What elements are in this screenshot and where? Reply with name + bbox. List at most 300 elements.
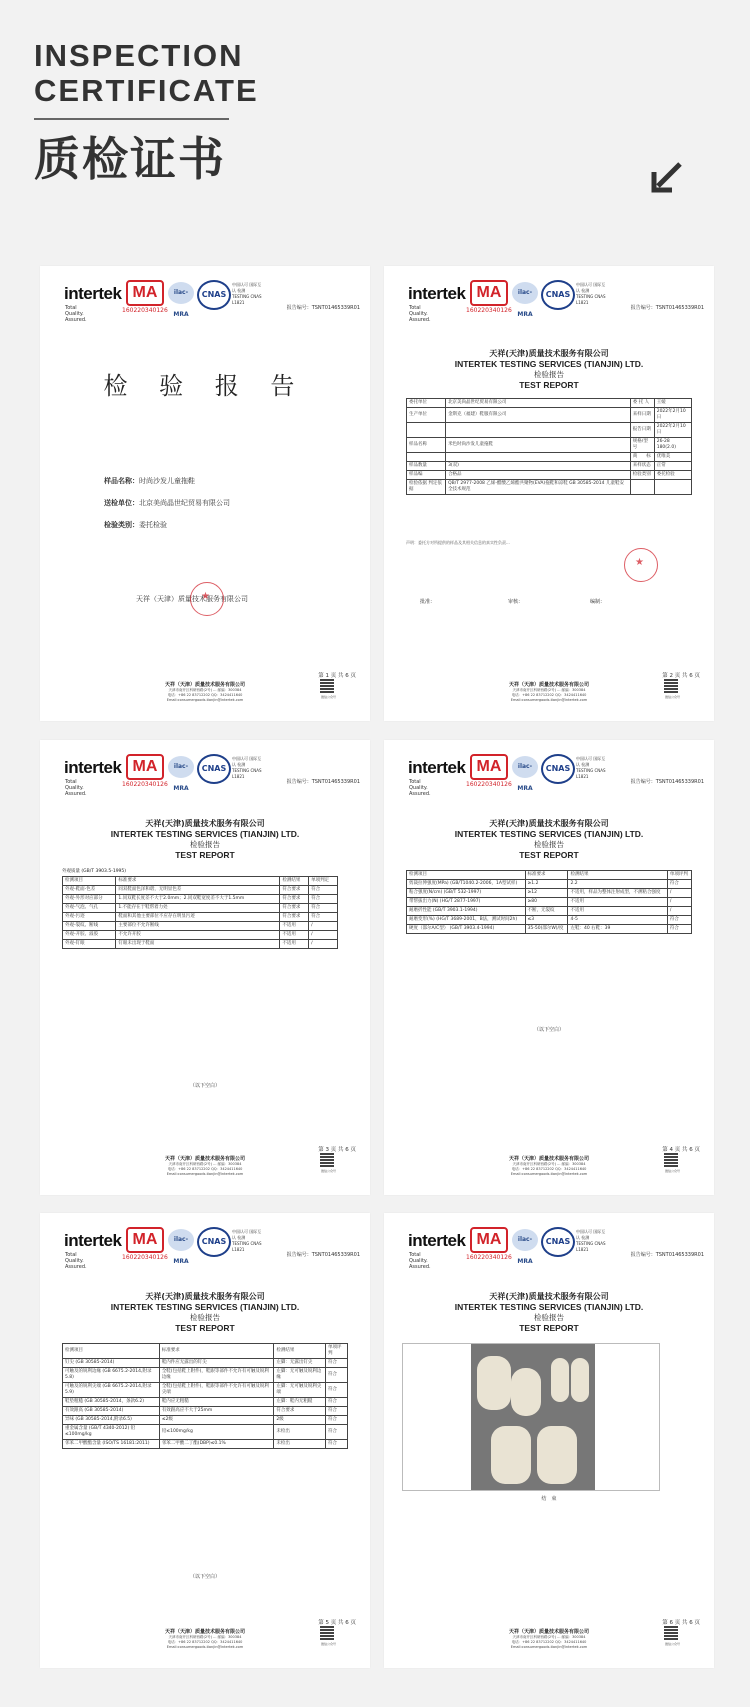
- table-row: [63, 1425, 348, 1440]
- table-cell: 35-50(邵尔W)/度: [525, 925, 568, 934]
- table-cell: 符合: [667, 880, 691, 889]
- footer-company: 天祥（天津）质量技术服务有限公司: [508, 1156, 589, 1162]
- table-row: [63, 1344, 348, 1359]
- slipper-image: [551, 1358, 569, 1402]
- table-cell: 左脚：鞋内无粗糙: [274, 1398, 326, 1407]
- table-cell: 外观-鞋面-色差: [63, 886, 116, 895]
- table-cell: [654, 480, 691, 495]
- table-cell: 来样日期: [630, 408, 654, 423]
- report-en: TEST REPORT: [519, 850, 579, 860]
- table-cell: 2级: [274, 1416, 326, 1425]
- report-big-title: 检 验 报 告: [103, 372, 307, 400]
- cnas-mark: CNAS: [541, 754, 575, 784]
- table-row: [63, 1359, 348, 1368]
- table-cell: 可触及的锐利尖端 (GB 6675.2-2014,附录5.9): [63, 1383, 160, 1398]
- table-cell: 样品名称: [407, 438, 446, 453]
- report-cn: 检验报告: [534, 370, 564, 379]
- ma-number: 160220340126: [466, 307, 512, 314]
- table-row: [63, 940, 338, 949]
- table-row: [407, 471, 692, 480]
- footer-tel-line: 电话：+86 22 83712202 QQ：3424411640: [511, 1167, 587, 1171]
- page-footer: [384, 673, 714, 713]
- section-head: 外观质量 (GB/T 3903.5-1995): [62, 869, 127, 874]
- table-cell: 有效跟高应不大于25mm: [159, 1407, 274, 1416]
- table-cell: 符合: [309, 886, 338, 895]
- table-cell: 粘合强度(N/cm) (GB/T 532-1997): [407, 889, 526, 898]
- sample-photo: [402, 1343, 660, 1491]
- compile-label: 编制：: [590, 599, 606, 605]
- company-cn: 天祥(天津)质量技术服务有限公司: [145, 1292, 265, 1301]
- table-row: [63, 913, 338, 922]
- table-cell: 全鞋(包括鞋上附件)，鞋跟等部件不允许有可触及锐利尖端: [159, 1383, 274, 1398]
- table-cell: 左脚：无可触及锐利边缘: [274, 1368, 326, 1383]
- table-cell: [407, 423, 446, 438]
- table-cell: 符合: [309, 904, 338, 913]
- table-cell: 检测项目: [407, 871, 526, 880]
- page-footer: [40, 673, 370, 713]
- report-en: TEST REPORT: [175, 850, 235, 860]
- page-number: 第 3 页 共 6 页: [318, 1147, 356, 1153]
- ilac-mark: ilac-MRA: [168, 756, 194, 778]
- footer-company: 天祥（天津）质量技术服务有限公司: [164, 1629, 245, 1635]
- table-cell: 标准要求: [525, 871, 568, 880]
- intertek-logo: intertek: [64, 1231, 122, 1250]
- table-row: [407, 453, 692, 462]
- report-number: 报告编号：TSNT01465339R01: [286, 305, 360, 311]
- table-cell: [407, 453, 446, 462]
- table-cell: 不适用: [280, 940, 309, 949]
- cnas-mark: CNAS: [197, 280, 231, 310]
- appearance-table: [62, 876, 338, 949]
- table-cell: 合格品: [446, 471, 631, 480]
- table-cell: 商 标: [630, 453, 654, 462]
- table-cell: 王媛: [654, 399, 691, 408]
- slipper-sole-image: [537, 1426, 577, 1484]
- report-title-block: [40, 1291, 370, 1334]
- table-cell: 全鞋(包括鞋上附件)，鞋跟等部件不允许有可触及锐利边缘: [159, 1368, 274, 1383]
- page-footer: [384, 1620, 714, 1660]
- table-cell: 检验依据 判定依据: [407, 480, 446, 495]
- table-cell: 符合: [325, 1407, 347, 1416]
- certificate-page-1[interactable]: [40, 266, 370, 721]
- table-cell: 左脚：无可触及锐利尖端: [274, 1383, 326, 1398]
- footer-tel-line: 电话：+86 22 83712202 QQ：3424411640: [511, 1640, 587, 1644]
- table-cell: 不适用: [280, 922, 309, 931]
- footer-company: 天祥（天津）质量技术服务有限公司: [508, 1629, 589, 1635]
- inspection-type-label: 检验类别：: [104, 521, 139, 529]
- footer-tel-line: 电话：+86 22 83712202 QQ：3424411640: [167, 693, 243, 697]
- table-cell: 生产单位: [407, 408, 446, 423]
- footer-addr-line: 天津市南开区科研西路(2号) ... 邮编：300384: [168, 1635, 242, 1639]
- table-cell: ≤2级: [159, 1416, 274, 1425]
- ma-mark: MA: [126, 280, 164, 306]
- table-cell: 检测项目: [63, 1344, 160, 1359]
- company-cn: 天祥(天津)质量技术服务有限公司: [489, 819, 609, 828]
- report-en: TEST REPORT: [519, 380, 579, 390]
- qr-label: 微信公众号: [320, 1642, 336, 1646]
- table-cell: 符合要求: [280, 904, 309, 913]
- company-en: INTERTEK TESTING SERVICES (TIANJIN) LTD.: [454, 1302, 644, 1312]
- table-cell: 邻苯二甲酸二丁酯(DBP)≤0.1%: [159, 1440, 274, 1449]
- table-cell: 1.不能存在于鞋帮着力处: [116, 904, 280, 913]
- table-cell: 检验类别: [630, 471, 654, 480]
- table-cell: 单项评判: [667, 871, 691, 880]
- page-number: 第 4 页 共 6 页: [662, 1147, 700, 1153]
- intertek-logo: intertek: [408, 758, 466, 777]
- table-cell: 单项评判: [325, 1344, 347, 1359]
- company-cn: 天祥(天津)质量技术服务有限公司: [489, 349, 609, 358]
- report-en: TEST REPORT: [519, 1323, 579, 1333]
- table-cell: 不断，无裂纹: [525, 907, 568, 916]
- table-cell: 样品数量: [407, 462, 446, 471]
- cnas-label: 中国认可 国际互认 检测 TESTING CNAS L1821: [232, 282, 262, 305]
- submitter-field: [104, 498, 230, 508]
- qr-label: 微信公众号: [320, 695, 336, 699]
- table-cell: 符合要求: [280, 895, 309, 904]
- table-cell: ≥80: [525, 898, 568, 907]
- table-cell: 1.同双鞋长度差不大于2.0mm；2.同双鞋宽度差不大于1.5mm: [116, 895, 280, 904]
- table-cell: 符合: [325, 1359, 347, 1368]
- footer-email-line: Email:consumergoods.tianjin@intertek.com: [166, 1172, 244, 1176]
- table-cell: 符合要求: [274, 1407, 326, 1416]
- table-row: [63, 1416, 348, 1425]
- report-number: 报告编号：TSNT01465339R01: [286, 779, 360, 785]
- qr-code-icon: [664, 1626, 678, 1640]
- table-cell: 符合: [325, 1440, 347, 1449]
- table-cell: 硬度（邵尔A/C型） (GB/T 3903.4-1994): [407, 925, 526, 934]
- arrow-down-left-icon: [650, 160, 684, 194]
- table-cell: 符合: [309, 913, 338, 922]
- table-cell: 外观-开胶、溢胶: [63, 931, 116, 940]
- ma-number: 160220340126: [466, 1254, 512, 1261]
- footer-tel-line: 电话：+86 22 83712202 QQ：3424411640: [167, 1640, 243, 1644]
- red-seal-stamp: [190, 582, 224, 616]
- company-cn: 天祥(天津)质量技术服务有限公司: [489, 1292, 609, 1301]
- certificate-page-6[interactable]: [384, 1213, 714, 1668]
- table-cell: /: [309, 931, 338, 940]
- table-cell: 符合: [667, 916, 691, 925]
- title-english: [34, 38, 259, 108]
- sample-name-value: 时尚沙发儿童拖鞋: [139, 477, 195, 485]
- table-cell: 带帮拔出力(N) (HG/T 2877-1997): [407, 898, 526, 907]
- table-cell: 来样状态: [630, 462, 654, 471]
- ilac-mark: ilac-MRA: [168, 282, 194, 304]
- qr-code-icon: [320, 1153, 334, 1167]
- slipper-sole-image: [491, 1426, 531, 1484]
- table-row: [63, 922, 338, 931]
- table-row: [63, 931, 338, 940]
- table-cell: 异味 (GB 30585-2014,附录6.5): [63, 1416, 160, 1425]
- table-cell: 检测结果: [274, 1344, 326, 1359]
- table-cell: [630, 480, 654, 495]
- table-row: [63, 1398, 348, 1407]
- safety-test-table: [62, 1343, 348, 1449]
- cnas-label: 中国认可 国际互认 检测 TESTING CNAS L1821: [232, 756, 262, 779]
- ilac-mark: ilac-MRA: [168, 1229, 194, 1251]
- end-marker: 结 束: [541, 1496, 557, 1502]
- slipper-image: [511, 1368, 541, 1416]
- slipper-image: [571, 1358, 589, 1402]
- report-cn: 检验报告: [534, 1313, 564, 1322]
- table-row: [407, 898, 692, 907]
- table-cell: 外观-气泡、气孔: [63, 904, 116, 913]
- ma-number: 160220340126: [466, 781, 512, 788]
- table-cell: 符合: [325, 1383, 347, 1398]
- table-cell: 有效跟高 (GB 30585-2014): [63, 1407, 160, 1416]
- table-cell: /: [667, 907, 691, 916]
- footer-company: 天祥（天津）质量技术服务有限公司: [508, 682, 589, 688]
- table-cell: 不允许开胶: [116, 931, 280, 940]
- ilac-mark: ilac-MRA: [512, 756, 538, 778]
- table-cell: 符合: [309, 895, 338, 904]
- table-cell: 符合要求: [280, 886, 309, 895]
- intertek-logo: intertek: [64, 284, 122, 303]
- report-title-block: [384, 1291, 714, 1334]
- table-row: [407, 907, 692, 916]
- ma-number: 160220340126: [122, 781, 168, 788]
- table-row: [63, 1440, 348, 1449]
- report-title-block: [384, 818, 714, 861]
- brand-tagline: Total Quality. Assured.: [409, 305, 431, 323]
- ma-mark: MA: [470, 754, 508, 780]
- certificate-page-3[interactable]: [40, 740, 370, 1195]
- footer-addr-line: 天津市南开区科研西路(2号) ... 邮编：300384: [168, 688, 242, 692]
- slipper-image: [477, 1356, 511, 1410]
- table-row: [63, 877, 338, 886]
- table-row: [63, 886, 338, 895]
- table-cell: 3(双): [446, 462, 631, 471]
- table-cell: 符合: [325, 1416, 347, 1425]
- table-cell: ≥1.2: [525, 880, 568, 889]
- report-cn: 检验报告: [190, 840, 220, 849]
- inspection-type-value: 委托检验: [139, 521, 167, 529]
- report-title-block: [384, 348, 714, 391]
- brand-tagline: Total Quality. Assured.: [65, 779, 87, 797]
- footer-company: 天祥（天津）质量技术服务有限公司: [164, 1156, 245, 1162]
- company-en: INTERTEK TESTING SERVICES (TIANJIN) LTD.: [454, 829, 644, 839]
- table-cell: 未检出: [274, 1425, 326, 1440]
- qr-code-icon: [664, 1153, 678, 1167]
- table-row: [63, 1383, 348, 1398]
- submitter-value: 北京美尚晶世纪贸易有限公司: [139, 499, 230, 507]
- footer-addr-line: 天津市南开区科研西路(2号) ... 邮编：300384: [512, 1635, 586, 1639]
- table-cell: 报告日期: [630, 423, 654, 438]
- intertek-logo: intertek: [408, 1231, 466, 1250]
- company-en: INTERTEK TESTING SERVICES (TIANJIN) LTD.: [454, 359, 644, 369]
- title-en-line2: CERTIFICATE: [34, 73, 259, 108]
- report-number: 报告编号：TSNT01465339R01: [630, 1252, 704, 1258]
- table-cell: /: [309, 940, 338, 949]
- table-row: [407, 925, 692, 934]
- page-number: 第 2 页 共 6 页: [662, 673, 700, 679]
- issuer-name: 天祥（天津）质量技术服务有限公司: [136, 595, 248, 603]
- table-cell: 委托检验: [654, 471, 691, 480]
- qr-code-icon: [320, 679, 334, 693]
- sample-name-label: 样品名称：: [104, 477, 139, 485]
- page-footer: [384, 1147, 714, 1187]
- certificate-page-2[interactable]: [384, 266, 714, 721]
- intertek-logo: intertek: [408, 284, 466, 303]
- sample-name-field: [104, 476, 195, 486]
- table-cell: ≤3: [525, 916, 568, 925]
- page-number: 第 5 页 共 6 页: [318, 1620, 356, 1626]
- footer-company: 天祥（天津）质量技术服务有限公司: [164, 682, 245, 688]
- ma-number: 160220340126: [122, 307, 168, 314]
- table-cell: 外观-污迹: [63, 913, 116, 922]
- table-cell: 符合: [325, 1398, 347, 1407]
- page-number: 第 6 页 共 6 页: [662, 1620, 700, 1626]
- table-row: [63, 1368, 348, 1383]
- footer-email-line: Email:consumergoods.tianjin@intertek.com: [166, 1645, 244, 1649]
- table-cell: 检测结果: [568, 871, 667, 880]
- table-cell: 外观-钉眼: [63, 940, 116, 949]
- table-cell: 标准要求: [116, 877, 280, 886]
- qr-label: 微信公众号: [320, 1169, 336, 1173]
- table-cell: 铅≤100mg/kg: [159, 1425, 274, 1440]
- page-footer: [40, 1620, 370, 1660]
- table-cell: ≥12: [525, 889, 568, 898]
- table-cell: 正常: [654, 462, 691, 471]
- table-cell: 2022年2月10日: [654, 408, 691, 423]
- table-cell: 重金属含量 (GB/T 4340-2012) 铅≤100mg/kg: [63, 1425, 160, 1440]
- certificate-page-5[interactable]: [40, 1213, 370, 1668]
- report-cn: 检验报告: [534, 840, 564, 849]
- ilac-mark: ilac-MRA: [512, 1229, 538, 1251]
- table-row: [63, 1407, 348, 1416]
- table-cell: 未检出: [274, 1440, 326, 1449]
- table-row: [63, 904, 338, 913]
- table-cell: 优唯美: [654, 453, 691, 462]
- table-cell: 主要部位不允许断线: [116, 922, 280, 931]
- ilac-mark: ilac-MRA: [512, 282, 538, 304]
- table-cell: 委托单位: [407, 399, 446, 408]
- table-cell: 邻苯二甲酸酯含量 (ISO/TS 16181:2011): [63, 1440, 160, 1449]
- brand-tagline: Total Quality. Assured.: [65, 305, 87, 323]
- table-row: [407, 462, 692, 471]
- table-cell: 规格/型号: [630, 438, 654, 453]
- table-cell: 4-5: [568, 916, 667, 925]
- table-cell: 符合: [325, 1425, 347, 1440]
- table-cell: 可触及的锐利边缘 (GB 6675.2-2014,附录5.8): [63, 1368, 160, 1383]
- footer-email-line: Email:consumergoods.tianjin@intertek.com: [510, 1645, 588, 1649]
- certificate-page-4[interactable]: [384, 740, 714, 1195]
- report-title-block: [40, 818, 370, 861]
- footer-addr-line: 天津市南开区科研西路(2号) ... 邮编：300384: [512, 1162, 586, 1166]
- table-cell: 耐磨折性能 (GB/T 3903.1-1994): [407, 907, 526, 916]
- ma-mark: MA: [470, 1227, 508, 1253]
- table-cell: 鞋面和其他主要部位不应存在明显污迹: [116, 913, 280, 922]
- table-cell: 2022年2月10日: [654, 423, 691, 438]
- table-cell: 北京美尚晶世纪贸易有限公司: [446, 399, 631, 408]
- table-row: [407, 423, 692, 438]
- table-cell: 外观-裂纹、断线: [63, 922, 116, 931]
- blank-below-note: （以下空白）: [189, 1083, 220, 1089]
- cnas-mark: CNAS: [197, 1227, 231, 1257]
- blank-below-note: （以下空白）: [533, 1027, 564, 1033]
- table-cell: /: [667, 898, 691, 907]
- footer-email-line: Email:consumergoods.tianjin@intertek.com: [510, 1172, 588, 1176]
- cnas-mark: CNAS: [541, 1227, 575, 1257]
- table-cell: /: [309, 922, 338, 931]
- table-cell: 左脚：无露出钉尖: [274, 1359, 326, 1368]
- table-cell: 米色时尚沙发儿童拖鞋: [446, 438, 631, 453]
- qr-label: 微信公众号: [664, 695, 680, 699]
- table-cell: 不适用: [280, 931, 309, 940]
- submitter-label: 送检单位：: [104, 499, 139, 507]
- table-row: [407, 480, 692, 495]
- ma-mark: MA: [126, 754, 164, 780]
- table-row: [407, 916, 692, 925]
- footer-tel-line: 电话：+86 22 83712202 QQ：3424411640: [167, 1167, 243, 1171]
- table-cell: 剪裁拉伸强度(MPa) (GB/T1040.2-2006，1A型试样): [407, 880, 526, 889]
- report-number: 报告编号：TSNT01465339R01: [630, 779, 704, 785]
- table-cell: 金斯克（福建）鞋服有限公司: [446, 408, 631, 423]
- blank-below-note: （以下空白）: [189, 1574, 220, 1580]
- page-header: [0, 0, 750, 262]
- table-cell: 钉眼未出现于鞋面: [116, 940, 280, 949]
- footer-addr-line: 天津市南开区科研西路(2号) ... 邮编：300384: [168, 1162, 242, 1166]
- table-row: [407, 408, 692, 423]
- intertek-logo: intertek: [64, 758, 122, 777]
- table-cell: 不适用，样品为整体注射成型，不测粘合强度: [568, 889, 667, 898]
- table-row: [407, 880, 692, 889]
- company-cn: 天祥(天津)质量技术服务有限公司: [145, 819, 265, 828]
- table-cell: 26-28 180(2.0): [654, 438, 691, 453]
- qr-label: 微信公众号: [664, 1642, 680, 1646]
- report-number: 报告编号：TSNT01465339R01: [630, 305, 704, 311]
- table-cell: 不适用: [568, 898, 667, 907]
- table-cell: /: [667, 889, 691, 898]
- page-footer: [40, 1147, 370, 1187]
- table-cell: 鞋垫粗糙 (GB 30585-2014，条款6.2): [63, 1398, 160, 1407]
- qr-code-icon: [664, 679, 678, 693]
- table-cell: 符合: [325, 1368, 347, 1383]
- physical-test-table: [406, 870, 692, 934]
- page-number: 第 1 页 共 6 页: [318, 673, 356, 679]
- brand-tagline: Total Quality. Assured.: [65, 1252, 87, 1270]
- table-cell: QB/T 2977-2008 乙烯-醋酸乙烯酯共聚物(EVA)拖鞋和凉鞋 GB 30585-2014 儿童鞋安全技术规范: [446, 480, 631, 495]
- ma-number: 160220340126: [122, 1254, 168, 1261]
- brand-tagline: Total Quality. Assured.: [409, 1252, 431, 1270]
- table-cell: 鞋内应无粗糙: [159, 1398, 274, 1407]
- ma-mark: MA: [126, 1227, 164, 1253]
- cnas-mark: CNAS: [541, 280, 575, 310]
- footer-addr-line: 天津市南开区科研西路(2号) ... 邮编：300384: [512, 688, 586, 692]
- table-cell: 同双鞋面色泽和谐，无明显色差: [116, 886, 280, 895]
- table-cell: 不适用: [568, 907, 667, 916]
- table-cell: [446, 453, 631, 462]
- table-cell: 委 托 人: [630, 399, 654, 408]
- qr-code-icon: [320, 1626, 334, 1640]
- footer-email-line: Email:consumergoods.tianjin@intertek.com: [166, 698, 244, 702]
- table-cell: 检测结果: [280, 877, 309, 886]
- table-cell: 左鞋：40 右鞋：39: [568, 925, 667, 934]
- red-seal-stamp: [624, 548, 658, 582]
- cnas-label: 中国认可 国际互认 检测 TESTING CNAS L1821: [576, 1229, 606, 1252]
- table-cell: 检测项目: [63, 877, 116, 886]
- report-en: TEST REPORT: [175, 1323, 235, 1333]
- table-row: [407, 399, 692, 408]
- table-cell: 符合: [667, 925, 691, 934]
- report-number: 报告编号：TSNT01465339R01: [286, 1252, 360, 1258]
- brand-tagline: Total Quality. Assured.: [409, 779, 431, 797]
- table-cell: 鞋内件应无露出的钉尖: [159, 1359, 274, 1368]
- table-cell: 符合要求: [280, 913, 309, 922]
- sample-info-table: [406, 398, 692, 495]
- cnas-label: 中国认可 国际互认 检测 TESTING CNAS L1821: [576, 282, 606, 305]
- company-en: INTERTEK TESTING SERVICES (TIANJIN) LTD.: [110, 1302, 300, 1312]
- table-cell: 耐磨变形(%) (HG/T 3689-2001，B法，测试时间2h): [407, 916, 526, 925]
